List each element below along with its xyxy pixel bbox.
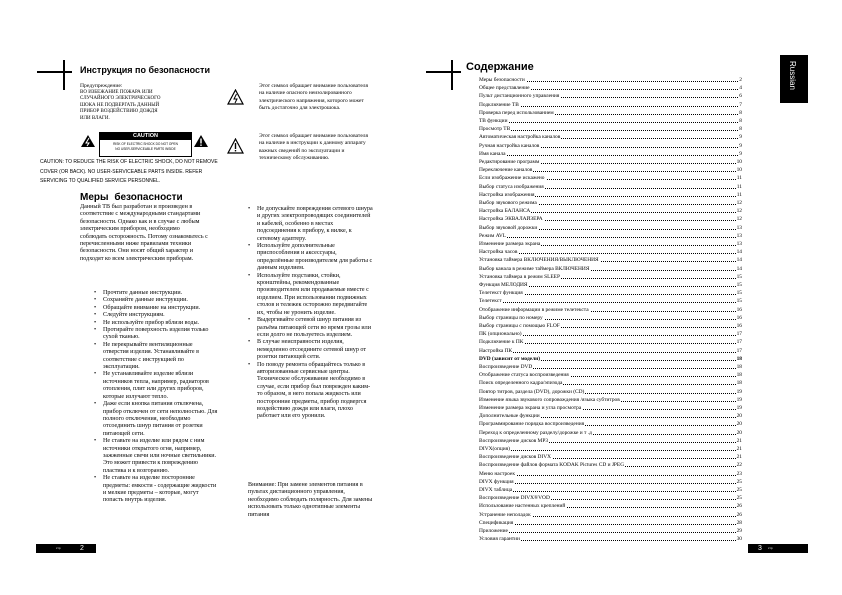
toc-entry-page: 25 — [736, 478, 742, 485]
toc-entry — [479, 298, 742, 305]
toc-entry-title: Приложение — [479, 528, 508, 534]
list-item: • Прочтите данные инструкции. — [94, 290, 218, 297]
toc-entry-page: 2 — [739, 77, 742, 83]
list-item: • Обращайте внимание на инструкции. — [94, 305, 218, 312]
toc-entry — [479, 471, 742, 478]
toc-entry-page: 8 — [739, 109, 742, 116]
exclamation-triangle-icon — [227, 138, 244, 154]
toc-entry-page: 9 — [739, 134, 742, 141]
toc-entry-title: Использование настенных креплений — [479, 503, 566, 510]
toc-entry — [479, 446, 742, 453]
toc-entry-page: 19 — [736, 405, 742, 411]
toc-entry-page: 19 — [736, 396, 742, 403]
toc-entry-title: Программирование порядка воспроизведения — [479, 421, 585, 428]
list-item: • Используйте дополнительные приспособления и аксессуары, определённые производителем для работы с данным изделием. — [248, 243, 374, 273]
caution-line-1: RISK OF ELECTRIC SHOCK DO NOT OPEN — [113, 142, 178, 146]
toc-entry — [479, 339, 742, 346]
toc-entry-title: Воспроизведение дисков MP3 — [479, 437, 549, 444]
list-item: • По поводу ремонта обращайтесь только в авторизованные сервисные центры. Техническое обслуживание необходимо в случае, если прибор был поврежден каким-то образом, в него попала жидкость или посторонние предметы, прибор подвергся воздействию дождя или влаги, плохо работает или его уронили. — [248, 362, 374, 421]
toc-entry-page: 18 — [736, 355, 742, 362]
toc-entry — [479, 520, 742, 527]
list-item: • Не используйте прибор вблизи воды. — [94, 320, 218, 327]
toc-entry-title: Общее представление — [479, 85, 530, 92]
toc-entry-title: Подключение к ПК — [479, 339, 524, 346]
toc-entry — [479, 372, 742, 379]
toc-entry — [479, 216, 742, 223]
toc-entry-page: 26 — [736, 511, 742, 518]
toc-entry-page: 6 — [739, 93, 742, 100]
toc-entry — [479, 495, 742, 502]
language-label: Russian — [788, 61, 797, 90]
safety-list-a — [94, 290, 218, 505]
toc-entry — [479, 233, 742, 240]
toc-entry — [479, 167, 742, 174]
language-tab — [780, 55, 808, 103]
toc-entry-page: 18 — [736, 364, 742, 370]
toc-entry — [479, 315, 742, 322]
toc-entry-page: 18 — [736, 380, 742, 387]
toc-entry — [479, 282, 742, 289]
toc-entry-page: 11 — [736, 175, 742, 182]
symbol-lightning-text: Этот символ обращает внимание пользователя на наличие опасного неизолированного электрического напряжения, которого может быть достаточно для электрошока. — [259, 83, 369, 112]
footer-bar-right — [748, 544, 808, 553]
toc-entry-title: Выбор страницы с помощью FLOF — [479, 323, 560, 329]
list-item: • Не устанавливайте изделие вблизи источников тепла, например, радиаторов отопления, плит или других приборов, которые излучают тепло. — [94, 371, 218, 401]
toc-entry — [479, 413, 742, 420]
toc-entry-title: Проверка перед использованием — [479, 109, 554, 116]
toc-entry — [479, 266, 742, 273]
toc-entry — [479, 462, 742, 469]
list-item: • Используйте подставки, стойки, кронштейны, рекомендованные производителем или продаваемые вместе с изделием. При использовании подвижных столов и тележек осторожно передвигайте их, чтобы не уронить изделие. — [248, 273, 374, 317]
toc-entry — [479, 389, 742, 396]
toc-entry — [479, 331, 742, 338]
toc-entry — [479, 249, 742, 256]
toc-entry-page: 20 — [736, 421, 742, 428]
caution-line-2: NO USER-SERVICEABLE PARTS INSIDE — [115, 147, 176, 151]
toc-entry-title: Режим AVL — [479, 232, 507, 239]
toc-entry-page: 28 — [736, 519, 742, 526]
battery-note: Внимание: При замене элементов питания в пультах дистанционного управления, необходимо соблюдать полярность. Для замены использовать только однотипные элементы питания — [248, 482, 373, 518]
toc-entry — [479, 364, 742, 371]
page-title: Инструкция по безопасности — [80, 65, 210, 75]
toc-entry-page: 19 — [736, 388, 742, 395]
toc-entry — [479, 503, 742, 510]
toc-entry-title: Переход к определенному разделу/дорожке и т .д — [479, 429, 592, 436]
toc-entry — [479, 487, 742, 494]
symbol-exclamation-text: Этот символ обращает внимание пользователя на наличие в инструкции к данному аппарату важных сведений по эксплуатации и техническому обслуживанию. — [259, 133, 369, 162]
list-item: • Даже если кнопка питания отключена, прибор отключен от сети неполностью. Для полного отключения, необходимо отсоединить шнур питания от розетки питающей сети. — [94, 401, 218, 438]
toc-entry — [479, 118, 742, 125]
toc-entry — [479, 257, 742, 264]
toc-entry-title: Установка таймера ВКЛЮЧЕНИЯ/ВЫКЛЮЧЕНИЯ — [479, 257, 599, 264]
page-title: Содержание — [466, 61, 534, 73]
list-item: • Не ставьте на изделие посторонние предметы: емкости - содержащие жидкости и мелкие предметы – которые, могут попасть внутрь изделия. — [94, 475, 218, 505]
toc-entry-page: 10 — [736, 167, 742, 174]
toc-entry-page: 13 — [736, 232, 742, 239]
toc-entry-title: Дополнительные функции — [479, 413, 540, 420]
caution-header: CAUTION — [100, 133, 191, 140]
toc-entry-title: Выбор статуса изображения — [479, 183, 544, 190]
list-item: • Не перекрывайте вентиляционные отверстия изделия. Устанавливайте в соответствие с инструкцией по эксплуатации. — [94, 342, 218, 372]
list-item: • Протирайте поверхность изделия только сухой тканью. — [94, 327, 218, 342]
toc-entry — [479, 290, 742, 297]
toc-entry-title: Поиск определенного кадра/эпизода — [479, 380, 563, 387]
list-item: • Сохраняйте данные инструкции. — [94, 297, 218, 304]
list-item: • Не ставьте на изделие или рядом с ним источники открытого огня, например, зажженные свечи или ночные светильники. Это может привести к повреждению пластика и к возгоранию. — [94, 438, 218, 475]
toc-entry — [479, 85, 742, 92]
toc-entry-title: DIVX таблица — [479, 487, 513, 493]
toc-entry-title: Меню настроек — [479, 470, 515, 477]
toc-entry-page: 25 — [736, 495, 742, 502]
exclamation-triangle-icon — [193, 134, 209, 148]
toc-entry — [479, 397, 742, 404]
toc-entry — [479, 143, 742, 150]
toc-entry-page: 7 — [739, 101, 742, 108]
toc-entry-page: 17 — [736, 331, 742, 338]
toc-entry — [479, 93, 742, 100]
toc-entry-title: Настройка ЭКВАЛАЙЗЕРА — [479, 216, 543, 223]
toc-entry-title: Ручная настройка каналов — [479, 142, 540, 149]
toc-entry-title: Телетекст — [479, 298, 502, 305]
toc-entry — [479, 323, 742, 330]
toc-entry-title: Переключение каналов — [479, 167, 533, 174]
toc-entry — [479, 307, 742, 314]
header-bar-horizontal — [37, 71, 72, 73]
warning-title: Предупреждение: — [80, 83, 123, 89]
toc-entry — [479, 208, 742, 215]
toc-entry-title: Редактирование программ — [479, 159, 540, 165]
toc-entry-page: 25 — [736, 487, 742, 493]
toc-entry-title: Устранение неполадок — [479, 511, 531, 518]
toc-entry-page: 22 — [736, 462, 742, 469]
toc-entry-page: 15 — [736, 282, 742, 288]
toc-entry — [479, 241, 742, 248]
toc-entry — [479, 225, 742, 232]
toc-entry — [479, 159, 742, 166]
toc-entry-title: Выбор страницы по номеру — [479, 314, 543, 321]
toc-entry-page: 11 — [736, 191, 742, 198]
toc-entry-title: Автоматическая настройка каналов — [479, 134, 561, 141]
toc-entry-page: 12 — [736, 208, 742, 215]
toc-entry — [479, 405, 742, 412]
toc-entry-title: Имя канала — [479, 150, 506, 157]
lightning-triangle-icon — [227, 89, 244, 105]
toc-entry-title: Выбор звукового режима — [479, 200, 537, 206]
toc-entry-page: 8 — [739, 126, 742, 133]
caution-text: CAUTION: TO REDUCE THE RISK OF ELECTRIC SHOCK, DO NOT REMOVE COVER (OR BACK). NO USER-SERVICEABLE PARTS INSIDE. REFER SERVICING TO QUALIFIED SERVICE PERSONNEL. — [40, 159, 218, 184]
toc-entry-page: 15 — [736, 273, 742, 280]
toc-entry — [479, 536, 742, 543]
header-bar-vertical — [451, 60, 453, 90]
toc-entry — [479, 200, 742, 207]
toc-entry-page: 26 — [736, 503, 742, 510]
toc-entry-title: Настройка часов — [479, 249, 518, 256]
toc-entry-page: 13 — [736, 241, 742, 247]
toc-entry — [479, 184, 742, 191]
lightning-triangle-icon — [80, 134, 96, 148]
toc-entry-page: 17 — [736, 339, 742, 346]
toc-entry-page: 4 — [739, 85, 742, 92]
toc-entry-title: DIVX функция — [479, 478, 514, 485]
toc-entry-page: 16 — [736, 323, 742, 329]
toc-entry-title: Функция МЕЛОДИЯ — [479, 282, 528, 288]
toc-entry — [479, 175, 742, 182]
toc-entry-page: 12 — [736, 216, 742, 223]
toc-entry-title: Выбор канала в режиме таймера ВКЛЮЧЕНИЯ — [479, 265, 590, 272]
toc-entry — [479, 421, 742, 428]
toc-entry — [479, 512, 742, 519]
toc-entry-title: Повтор титров, раздела (DVD), дорожки (CD) — [479, 388, 585, 395]
toc-entry — [479, 126, 742, 133]
toc-entry-title: Пульт дистанционного управления — [479, 93, 560, 100]
page-number: 3 — [758, 545, 762, 552]
safety-list-b — [248, 206, 374, 421]
toc-entry-page: 11 — [736, 183, 742, 190]
toc-entry-page: 8 — [739, 118, 742, 124]
header-bar-horizontal — [426, 71, 461, 73]
toc-entry-page: 21 — [736, 437, 742, 444]
toc-entry-page: 12 — [736, 200, 742, 206]
list-item: • В случае неисправности изделия, немедленно отсоедините сетевой шнур от розетки питающей сети. — [248, 339, 374, 361]
toc-entry-page: 21 — [736, 446, 742, 452]
list-item: • Следуйте инструкциям. — [94, 312, 218, 319]
toc-entry-title: Настройка изображения — [479, 191, 535, 198]
toc-entry-page: 9 — [739, 142, 742, 149]
toc-entry-title: Условия гарантии — [479, 536, 520, 543]
toc-entry — [479, 192, 742, 199]
toc-entry — [479, 274, 742, 281]
warning-text: ВО ИЗБЕЖАНИЕ ПОЖАРА ИЛИ СЛУЧАЙНОГО ЭЛЕКТРИЧЕСКОГО ШОКА НЕ ПОДВЕРГАТЬ ДАННЫЙ ПРИБОР ВОЗДЕЙСТВИЮ ДОЖДЯ ИЛИ ВЛАГИ. — [80, 90, 161, 121]
toc-entry-page: 29 — [736, 528, 742, 534]
toc-entry-title: Если изображение искажено — [479, 175, 545, 182]
toc-entry-title: Изменение размера экрана — [479, 241, 541, 247]
toc-entry-page: 17 — [736, 347, 742, 354]
toc-entry-page: 23 — [736, 470, 742, 477]
toc-entry — [479, 348, 742, 355]
toc-entry-page: 14 — [736, 265, 742, 272]
toc-entry-title: Просмотр ТВ — [479, 126, 511, 133]
toc-entry-page: 13 — [736, 224, 742, 231]
measures-title: Меры безопасности — [80, 192, 183, 203]
toc-entry — [479, 356, 742, 363]
toc-entry-page: 21 — [736, 454, 742, 461]
toc-entry-title: Телетекст функция — [479, 290, 523, 297]
page-number: 2 — [80, 545, 84, 552]
toc-entry — [479, 110, 742, 117]
toc-entry-title: DVD (зависит от модели) — [479, 355, 540, 362]
toc-entry — [479, 438, 742, 445]
toc-entry-page: 14 — [736, 257, 742, 264]
toc-entry-page: 16 — [736, 306, 742, 313]
page-suffix: стр — [768, 546, 773, 550]
toc-entry-title: Воспроизведение дисков DIVX — [479, 454, 552, 461]
toc-entry-title: Воспроизведение DIVX®VOD — [479, 495, 550, 502]
caution-label-box — [99, 132, 192, 157]
toc-entry-title: Установка таймера в режим SLEEP — [479, 273, 560, 280]
header-bar-vertical — [63, 60, 65, 90]
toc-entry — [479, 479, 742, 486]
toc-entry-page: 15 — [736, 290, 742, 297]
toc-entry-page: 18 — [736, 372, 742, 379]
toc-entry-title: Изменение размера экрана и угла просмотра — [479, 405, 582, 411]
toc-entry-page: 9 — [739, 150, 742, 157]
toc-entry-title: Настройка ПК — [479, 347, 513, 354]
toc-entry-title: Меры безопасности — [479, 77, 525, 83]
toc-entry — [479, 430, 742, 437]
toc-entry-title: DIVX(опция) — [479, 446, 510, 452]
toc-entry-page: 20 — [736, 429, 742, 436]
toc-entry-page: 16 — [736, 314, 742, 321]
toc-entry-page: 30 — [736, 536, 742, 543]
toc-entry-title: Подключение ТВ — [479, 101, 519, 108]
table-of-contents — [479, 77, 742, 543]
toc-entry-title: ТВ функции — [479, 118, 508, 124]
toc-entry-page: 15 — [736, 298, 742, 305]
toc-entry — [479, 77, 742, 84]
toc-entry — [479, 380, 742, 387]
toc-entry — [479, 102, 742, 109]
toc-entry — [479, 151, 742, 158]
toc-entry-title: Спецификация — [479, 519, 514, 526]
toc-entry-title: Отображение информации в режиме телетекста — [479, 306, 589, 313]
toc-entry-title: Отображение статуса воспроизведения — [479, 372, 569, 379]
toc-entry-page: 20 — [736, 413, 742, 420]
footer-bar-left — [36, 544, 96, 553]
toc-entry-title: Изменение языка звукового сопровождения /языка субтитров — [479, 396, 620, 403]
toc-entry-title: Воспроизведение файлов формата KODAK Pictures CD и JPEG — [479, 462, 625, 469]
toc-entry — [479, 528, 742, 535]
toc-entry-title: ПК (опционально) — [479, 331, 522, 338]
list-item: • Выдергивайте сетевой шнур питания из разъёма питающей сети во время грозы или если долго не пользуетесь изделием. — [248, 317, 374, 339]
toc-entry — [479, 454, 742, 461]
intro-paragraph: Данный ТВ был разработан и произведен в соответствие с международными стандартами безопасности. Однако как и в случае с любым электрическим прибором, необходимо соблюдать осторожность. Потому ознакомьтесь с перечисленными ниже правилами техники безопасности. Они носят общий характер и подходят ко всем электрическим приборам. — [80, 204, 208, 262]
toc-entry-page: 14 — [736, 249, 742, 256]
toc-entry-title: Воспроизведение DVD — [479, 364, 533, 370]
page-prefix: стр — [56, 546, 61, 550]
toc-entry — [479, 134, 742, 141]
toc-entry-page: 10 — [736, 159, 742, 165]
list-item: • Не допускайте повреждения сетевого шнура и других электропроводящих соединителей и кабелей, особенно в местах подсоединения к прибору, к вилке, к сетевому адаптеру. — [248, 206, 374, 243]
toc-entry-title: Настройка БАЛАНСА — [479, 208, 531, 215]
toc-entry-title: Выбор звуковой дорожки — [479, 224, 538, 231]
